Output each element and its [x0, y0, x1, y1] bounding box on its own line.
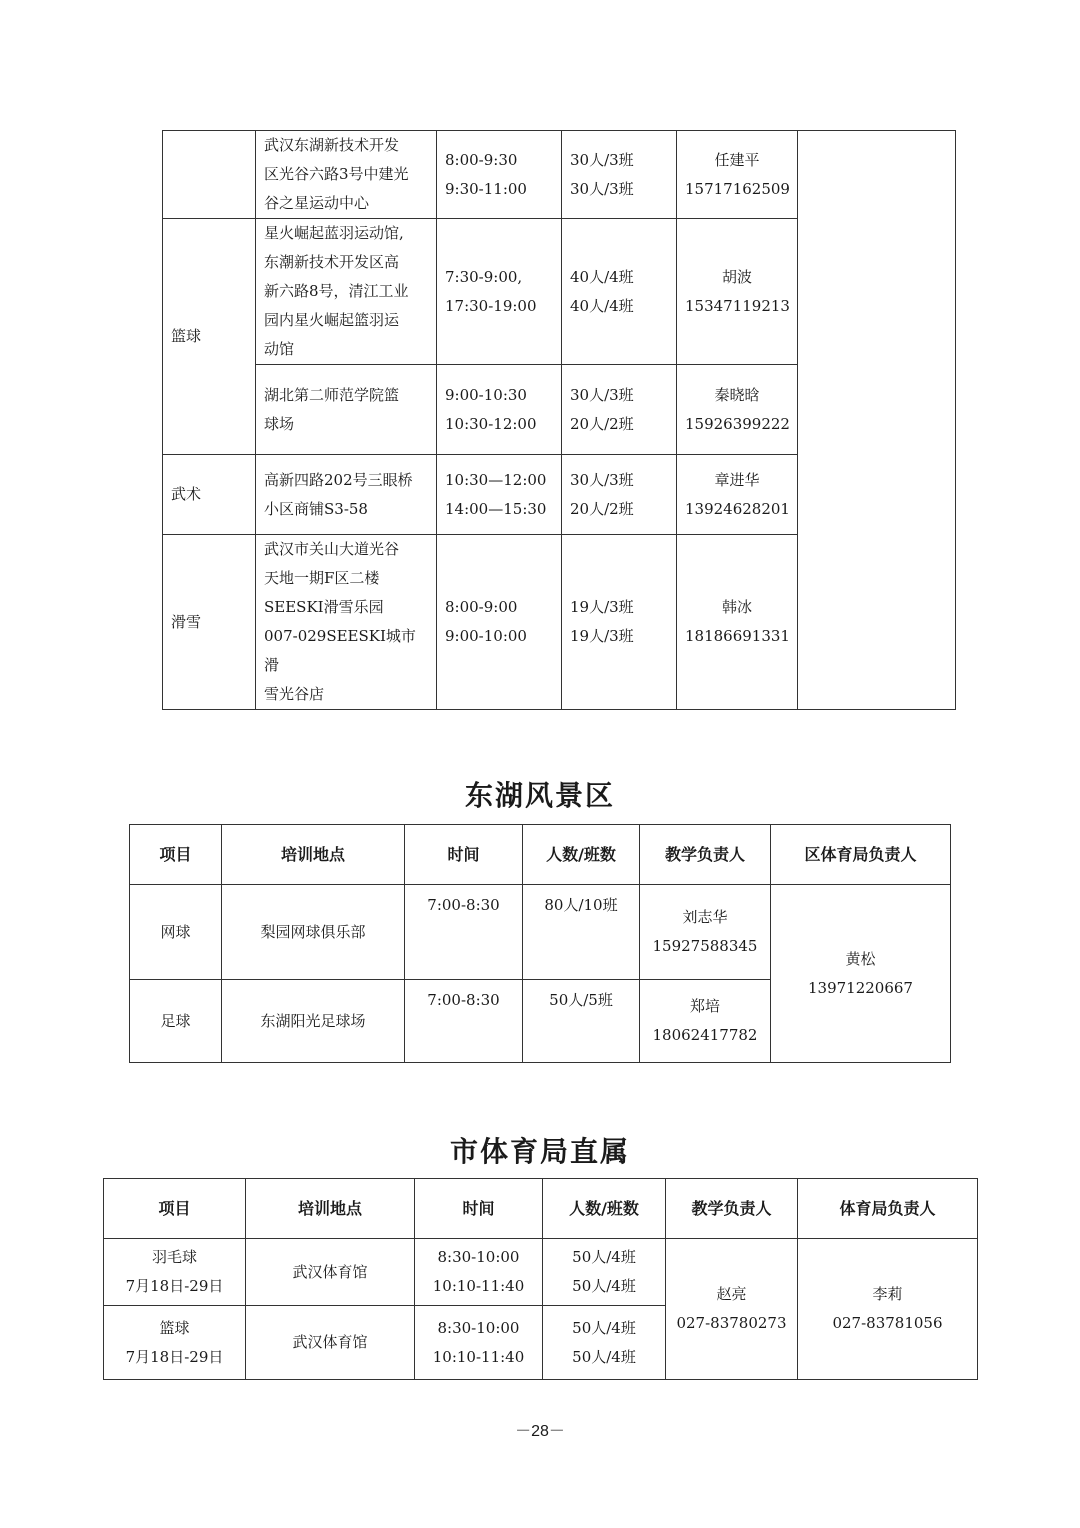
sport-cell: 滑雪 — [163, 535, 256, 710]
continued-table — [162, 130, 956, 710]
city-bureau-table — [103, 1178, 978, 1380]
count-cell: 50人/4班 50人/4班 — [543, 1239, 666, 1306]
time-cell: 8:00-9:00 9:00-10:00 — [437, 535, 562, 710]
column-header: 培训地点 — [246, 1179, 415, 1239]
sport-cell: 篮球 — [163, 219, 256, 455]
time-cell: 8:30-10:00 10:10-11:40 — [415, 1239, 543, 1306]
location-cell: 武汉体育馆 — [246, 1306, 415, 1380]
column-header: 区体育局负责人 — [771, 825, 951, 885]
time-cell: 7:00-8:30 — [405, 885, 523, 980]
column-header: 项目 — [104, 1179, 246, 1239]
teacher-cell: 赵亮 027-83780273 — [666, 1239, 798, 1380]
location-cell: 东湖阳光足球场 — [222, 980, 405, 1063]
count-cell: 30人/3班 20人/2班 — [562, 365, 677, 455]
location-cell: 梨园网球俱乐部 — [222, 885, 405, 980]
table-row — [163, 131, 956, 219]
district-head-cell: 黄松 13971220667 — [771, 885, 951, 1063]
sport-cell: 足球 — [130, 980, 222, 1063]
count-cell: 40人/4班 40人/4班 — [562, 219, 677, 365]
count-cell: 80人/10班 — [523, 885, 640, 980]
teacher-cell: 任建平 15717162509 — [677, 131, 798, 219]
location-cell: 星火崛起蓝羽运动馆, 东潮新技术开发区高 新六路8号，清江工业 园内星火崛起篮羽运 动馆 — [256, 219, 437, 365]
location-cell: 高新四路202号三眼桥 小区商铺S3-58 — [256, 455, 437, 535]
teacher-cell: 章进华 13924628201 — [677, 455, 798, 535]
table-row — [104, 1239, 978, 1306]
header-row — [104, 1179, 978, 1239]
header-row — [130, 825, 951, 885]
time-cell: 10:30—12:00 14:00—15:30 — [437, 455, 562, 535]
count-cell: 50人/5班 — [523, 980, 640, 1063]
section-title: 东湖风景区 — [464, 779, 615, 812]
teacher-cell: 胡波 15347119213 — [677, 219, 798, 365]
column-header: 项目 — [130, 825, 222, 885]
column-header: 时间 — [415, 1179, 543, 1239]
sport-cell: 武术 — [163, 455, 256, 535]
count-cell: 50人/4班 50人/4班 — [543, 1306, 666, 1380]
count-cell: 19人/3班 19人/3班 — [562, 535, 677, 710]
page-number: －28－ — [515, 1423, 565, 1440]
bureau-head-cell — [798, 131, 956, 710]
count-cell: 30人/3班 20人/2班 — [562, 455, 677, 535]
teacher-cell: 郑培 18062417782 — [640, 980, 771, 1063]
column-header: 时间 — [405, 825, 523, 885]
time-cell: 8:00-9:30 9:30-11:00 — [437, 131, 562, 219]
sport-cell: 羽毛球 7月18日-29日 — [104, 1239, 246, 1306]
count-cell: 30人/3班 30人/3班 — [562, 131, 677, 219]
column-header: 体育局负责人 — [798, 1179, 978, 1239]
bureau-head-cell: 李莉 027-83781056 — [798, 1239, 978, 1380]
sport-cell — [163, 131, 256, 219]
sport-cell: 篮球 7月18日-29日 — [104, 1306, 246, 1380]
teacher-cell: 秦晓晗 15926399222 — [677, 365, 798, 455]
location-cell: 武汉市关山大道光谷 天地一期F区二楼 SEESKI滑雪乐园 007-029SEESKI城市滑 雪光谷店 — [256, 535, 437, 710]
column-header: 培训地点 — [222, 825, 405, 885]
sport-cell: 网球 — [130, 885, 222, 980]
time-cell: 8:30-10:00 10:10-11:40 — [415, 1306, 543, 1380]
section-title: 市体育局直属 — [449, 1135, 630, 1168]
column-header: 教学负责人 — [640, 825, 771, 885]
table-row — [130, 885, 951, 980]
column-header: 人数/班数 — [543, 1179, 666, 1239]
time-cell: 7:00-8:30 — [405, 980, 523, 1063]
donghu-table — [129, 824, 951, 1063]
time-cell: 9:00-10:30 10:30-12:00 — [437, 365, 562, 455]
location-cell: 湖北第二师范学院篮 球场 — [256, 365, 437, 455]
teacher-cell: 韩冰 18186691331 — [677, 535, 798, 710]
location-cell: 武汉东湖新技术开发 区光谷六路3号中建光 谷之星运动中心 — [256, 131, 437, 219]
location-cell: 武汉体育馆 — [246, 1239, 415, 1306]
column-header: 人数/班数 — [523, 825, 640, 885]
teacher-cell: 刘志华 15927588345 — [640, 885, 771, 980]
time-cell: 7:30-9:00, 17:30-19:00 — [437, 219, 562, 365]
column-header: 教学负责人 — [666, 1179, 798, 1239]
